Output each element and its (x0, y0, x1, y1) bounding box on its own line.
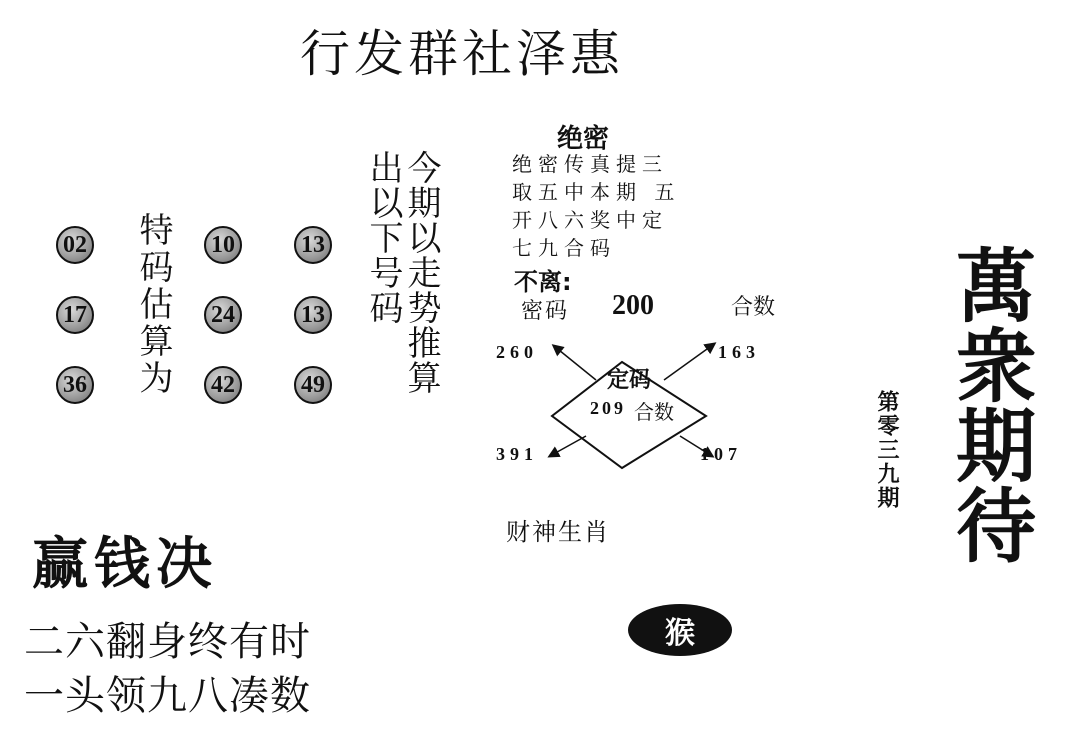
page-title: 行发群社泽惠 (300, 25, 624, 83)
corner-bottom-left: 391 (496, 444, 538, 464)
number-ball: 10 (204, 226, 242, 264)
diamond-suffix: 合数 (634, 400, 674, 424)
secret-line: 取五中本期 五 (512, 180, 681, 204)
diamond-label: 定码 (607, 368, 652, 393)
arrow-top-left (554, 346, 596, 380)
mima-label: 密码 (521, 299, 570, 324)
corner-top-left: 260 (496, 342, 538, 362)
number-ball: 49 (294, 366, 332, 404)
secret-line: 开八六奖中定 (512, 208, 668, 232)
trend-text-column-1: 今期以走势推算 (401, 150, 441, 395)
secret-line: 绝密传真提三 (512, 152, 668, 176)
arrow-top-right (664, 344, 714, 380)
secret-line: 七九合码 (512, 236, 616, 260)
number-ball: 13 (294, 226, 332, 264)
diamond-value: 209 (590, 398, 626, 418)
number-ball: 42 (204, 366, 242, 404)
number-ball: 24 (204, 296, 242, 334)
poem-line-2: 一头领九八凑数 (24, 673, 311, 719)
number-ball: 02 (56, 226, 94, 264)
trend-text-column-2: 出以下号码 (363, 150, 403, 325)
win-title: 赢钱决 (32, 531, 218, 597)
number-ball: 13 (294, 296, 332, 334)
zodiac-badge: 猴 (628, 604, 732, 656)
number-ball: 36 (56, 366, 94, 404)
number-ball: 17 (56, 296, 94, 334)
mima-value: 200 (612, 290, 654, 321)
corner-top-right: 163 (718, 342, 760, 362)
banner-text: 萬衆期待 (942, 244, 1037, 564)
corner-bottom-right: 107 (700, 444, 742, 464)
caishen-label: 财神生肖 (506, 518, 610, 546)
buli-label: 不离: (514, 268, 572, 296)
mima-suffix: 合数 (731, 295, 776, 320)
secret-title: 绝密 (557, 124, 610, 154)
poem-line-1: 二六翻身终有时 (24, 619, 311, 665)
arrow-bottom-left (550, 436, 586, 456)
issue-label: 第零三九期 (874, 390, 900, 510)
special-code-label: 特码估算为 (133, 212, 173, 397)
